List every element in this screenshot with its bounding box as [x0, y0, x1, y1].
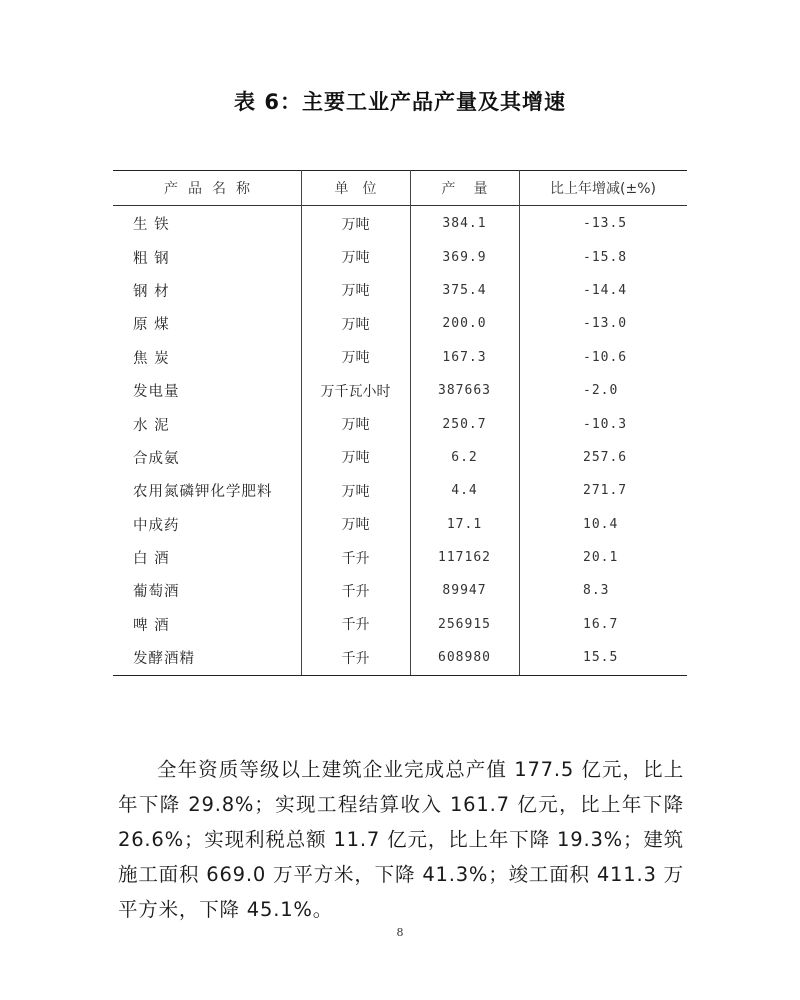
table-body — [113, 207, 687, 674]
change-cell: -14.4 — [583, 282, 628, 298]
output-cell: 384.1 — [442, 216, 487, 232]
header-product-name: 产品名称 — [164, 180, 260, 197]
product-name-cell: 钢 材 — [133, 283, 170, 300]
product-name-cell: 农用氮磷钾化学肥料 — [133, 484, 273, 501]
output-cell: 89947 — [442, 583, 487, 599]
unit-cell: 万吨 — [341, 316, 370, 333]
output-cell: 369.9 — [442, 249, 487, 265]
unit-cell: 千升 — [341, 583, 370, 600]
change-cell: -10.3 — [583, 416, 628, 432]
table-row — [113, 207, 687, 240]
unit-cell: 万吨 — [341, 483, 370, 500]
change-cell: -15.8 — [583, 249, 628, 265]
page-number: 8 — [396, 926, 404, 939]
table-row — [113, 240, 687, 273]
product-name-cell: 发酵酒精 — [133, 651, 195, 668]
unit-cell: 万千瓦小时 — [320, 383, 391, 400]
table-row — [113, 274, 687, 307]
change-cell: 257.6 — [583, 449, 628, 465]
product-name-cell: 粗 钢 — [133, 250, 170, 267]
product-name-cell: 中成药 — [133, 517, 180, 534]
output-cell: 256915 — [438, 616, 491, 632]
table-row — [113, 541, 687, 574]
body-paragraph: 全年资质等级以上建筑企业完成总产值 177.5 亿元，比上年下降 29.8%；实现工程结算收入 161.7 亿元，比上年下降 26.6%；实现利税总额 11.7 亿元，比上年下降 19.3%；建筑施工面积 669.0 万平方米，下降 41.3%；竣工面积 411.3 万平方米，下降 45.1%。 — [118, 757, 684, 921]
unit-cell: 万吨 — [341, 517, 370, 534]
table-row — [113, 341, 687, 374]
change-cell: 10.4 — [583, 516, 619, 532]
page-title: 表 6：主要工业产品产量及其增速 — [234, 90, 566, 114]
unit-cell: 万吨 — [341, 417, 370, 434]
change-cell: 20.1 — [583, 550, 619, 566]
output-cell: 608980 — [438, 650, 491, 666]
table-row — [113, 374, 687, 407]
table-header-rule — [113, 205, 687, 206]
change-cell: -13.0 — [583, 316, 628, 332]
product-name-cell: 原 煤 — [133, 317, 170, 334]
header-unit: 单位 — [334, 180, 391, 197]
unit-cell: 万吨 — [341, 350, 370, 367]
output-cell: 4.4 — [451, 483, 478, 499]
product-name-cell: 白 酒 — [133, 551, 170, 568]
header-output: 产量 — [441, 180, 506, 197]
unit-cell: 万吨 — [341, 250, 370, 267]
output-cell: 387663 — [438, 383, 491, 399]
product-name-cell: 葡萄酒 — [133, 584, 180, 601]
change-cell: -13.5 — [583, 216, 628, 232]
change-cell: -10.6 — [583, 349, 628, 365]
output-cell: 375.4 — [442, 282, 487, 298]
change-cell: 8.3 — [583, 583, 610, 599]
table-row — [113, 307, 687, 340]
product-name-cell: 发电量 — [133, 384, 180, 401]
unit-cell: 万吨 — [341, 216, 370, 233]
table-row — [113, 574, 687, 607]
product-name-cell: 焦 炭 — [133, 350, 170, 367]
table-row — [113, 508, 687, 541]
change-cell: 271.7 — [583, 483, 628, 499]
output-cell: 167.3 — [442, 349, 487, 365]
product-name-cell: 啤 酒 — [133, 617, 170, 634]
output-cell: 200.0 — [442, 316, 487, 332]
change-cell: 15.5 — [583, 650, 619, 666]
output-cell: 6.2 — [451, 449, 478, 465]
table-bottom-rule — [113, 675, 687, 676]
output-cell: 117162 — [438, 550, 491, 566]
unit-cell: 千升 — [341, 550, 370, 567]
table-row — [113, 608, 687, 641]
product-name-cell: 生 铁 — [133, 217, 170, 234]
output-cell: 17.1 — [446, 516, 483, 532]
table-row — [113, 641, 687, 674]
product-name-cell: 水 泥 — [133, 417, 170, 434]
product-name-cell: 合成氨 — [133, 450, 180, 467]
unit-cell: 万吨 — [341, 450, 370, 467]
table-row — [113, 474, 687, 507]
table-header-row — [113, 170, 687, 205]
output-cell: 250.7 — [442, 416, 487, 432]
unit-cell: 千升 — [341, 650, 370, 667]
table-row — [113, 407, 687, 440]
unit-cell: 万吨 — [341, 283, 370, 300]
change-cell: -2.0 — [583, 383, 619, 399]
header-change: 比上年增减(±%) — [550, 180, 656, 197]
table-row — [113, 441, 687, 474]
unit-cell: 千升 — [341, 617, 370, 634]
change-cell: 16.7 — [583, 616, 619, 632]
